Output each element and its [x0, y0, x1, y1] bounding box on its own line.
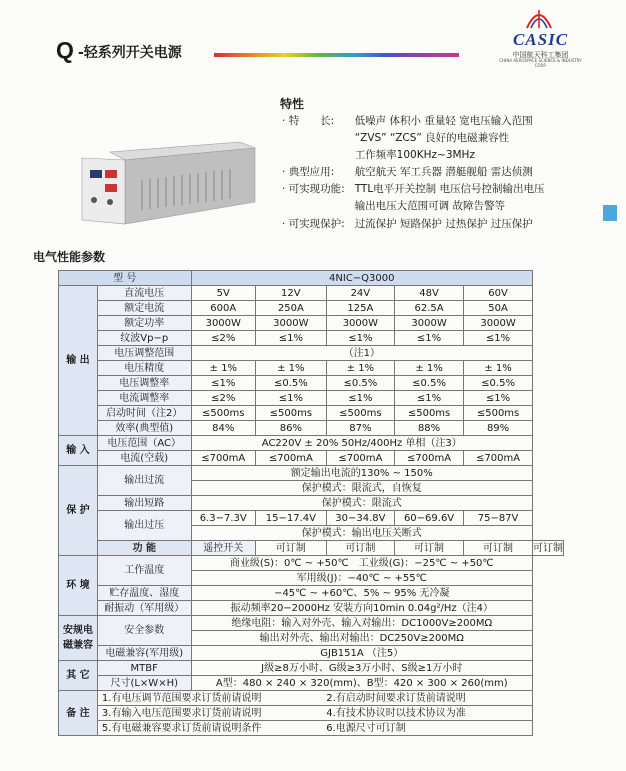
model-value: 4NIC−Q3000 [191, 271, 532, 286]
table-row: 启动时间（注2） ≤500ms ≤500ms ≤500ms ≤500ms ≤500ms [59, 406, 564, 421]
table-row: 电流(空载) ≤700mA ≤700mA ≤700mA ≤700mA ≤700mA [59, 451, 564, 466]
features-title: 特性 [280, 97, 305, 111]
logo-emblem-icon [523, 8, 555, 32]
table-row: 功 能 遥控开关 可订制 可订制 可订制 可订制 可订制 [59, 541, 564, 556]
group-input: 输 入 [59, 436, 98, 466]
side-tab-marker [603, 205, 617, 221]
electrical-title: 电气性能参数 [33, 250, 106, 264]
feature-item: · 典型应用: 航空航天 军工兵器 潜艇舰船 雷达侦测 [282, 164, 582, 181]
logo-cn-name: 中国航天科工集团 [512, 51, 569, 59]
feature-item: · 可实现保护: 过流保护 短路保护 过热保护 过压保护 [282, 216, 582, 233]
feature-key: 可实现功能: [288, 183, 345, 195]
table-row: 电压调整率 ≤1% ≤0.5% ≤0.5% ≤0.5% ≤0.5% [59, 376, 564, 391]
table-row: 电磁兼容(军用级) GJB151A （注5） [59, 646, 564, 661]
table-row: 环 境 工作温度 商业级(S)：0℃ ~ +50℃ 工业级(G)：−25℃ ~ +50℃ [59, 556, 564, 571]
power-supply-product-image [80, 140, 260, 240]
group-emc: 安规电磁兼容 [59, 616, 98, 661]
logo-en-name: CHINA AEROSPACE SCIENCE & INDUSTRY CORP. [499, 58, 582, 68]
group-notes: 备 注 [59, 691, 98, 736]
table-row: 电压精度 ± 1% ± 1% ± 1% ± 1% ± 1% [59, 361, 564, 376]
group-function: 功 能 [97, 541, 191, 556]
casic-logo [493, 8, 588, 68]
table-row: 保 护 输出过流 额定输出电流的130% ~ 150% [59, 466, 564, 481]
table-row: 其 它 MTBF J级≥8万小时、G级≥3万小时、S级≥1万小时 [59, 661, 564, 676]
group-protect: 保 护 [59, 466, 98, 556]
table-row: 保护模式：限流式，自恢复 [59, 481, 564, 496]
feature-key: 典型应用: [288, 166, 335, 178]
page-title: -轻系列开关电源 [78, 45, 182, 61]
group-environment: 环 境 [59, 556, 98, 616]
title-letter: Q [56, 37, 74, 63]
table-row: 输出对外壳、输出对输出：DC250V≥200MΩ [59, 631, 564, 646]
table-row: 耐振动（军用级） 振动频率20−2000Hz 安装方向10min 0.04g²/Hz（注4） [59, 601, 564, 616]
feature-key: 特 长: [288, 115, 335, 127]
group-output: 输 出 [59, 286, 98, 436]
table-row: 额定电流 600A 250A 125A 62.5A 50A [59, 301, 564, 316]
table-row: 输出短路 保护模式：限流式 [59, 496, 564, 511]
rainbow-divider [214, 53, 459, 57]
table-row: 输出过压 6.3−7.3V 15−17.4V 30−34.8V 60−69.6V 75−87V [59, 511, 564, 526]
table-row: 军用级(J)：−40℃ ~ +55℃ [59, 571, 564, 586]
group-other: 其 它 [59, 661, 98, 691]
feature-item: · 特 长: 低噪声 体积小 重量轻 宽电压输入范围 “ZVS” “ZCS” 良好的电磁兼容性 工作频率100KHz~3MHz [282, 115, 533, 161]
table-row: 输 出 直流电压 5V 12V 24V 48V 60V [59, 286, 564, 301]
table-row: 3.有输入电压范围要求订货前请说明 4.有技术协议时以技术协议为准 [59, 706, 564, 721]
table-row: 5.有电磁兼容要求订货前请说明条件 6.电源尺寸可订制 [59, 721, 564, 736]
table-row: 电流调整率 ≤2% ≤1% ≤1% ≤1% ≤1% [59, 391, 564, 406]
table-row: 安规电磁兼容 安全参数 绝缘电阻：输入对外壳、输入对输出：DC1000V≥200MΩ [59, 616, 564, 631]
table-row: 输 入 电压范围（AC） AC220V ± 20% 50Hz/400Hz 单相（注3） [59, 436, 564, 451]
table-row: 额定功率 3000W 3000W 3000W 3000W 3000W [59, 316, 564, 331]
table-row: 电压调整范围 （注1） [59, 346, 564, 361]
logo-wordmark: CASIC [512, 30, 569, 49]
table-row: 备 注 1.有电压调节范围要求订货前请说明 2.有启动时间要求订货前请说明 [59, 691, 564, 706]
table-row: 效率(典型值) 84% 86% 87% 88% 89% [59, 421, 564, 436]
spec-table [58, 270, 564, 736]
table-row: 贮存温度、湿度 −45℃ ~ +60℃、5% ~ 95% 无冷凝 [59, 586, 564, 601]
table-row: 尺寸(L×W×H) A型：480 × 240 × 320(mm)、B型：420 × 300 × 260(mm) [59, 676, 564, 691]
table-row [59, 271, 564, 286]
feature-key: 可实现保护: [288, 218, 345, 230]
feature-item: · 可实现功能: TTL电平开关控制 电压信号控制输出电压 输出电压大范围可调 故障告警等 [282, 183, 545, 212]
table-row: 纹波Vp−p ≤2% ≤1% ≤1% ≤1% ≤1% [59, 331, 564, 346]
table-row: 保护模式：输出电压关断式 [59, 526, 564, 541]
model-label: 型 号 [59, 271, 192, 286]
